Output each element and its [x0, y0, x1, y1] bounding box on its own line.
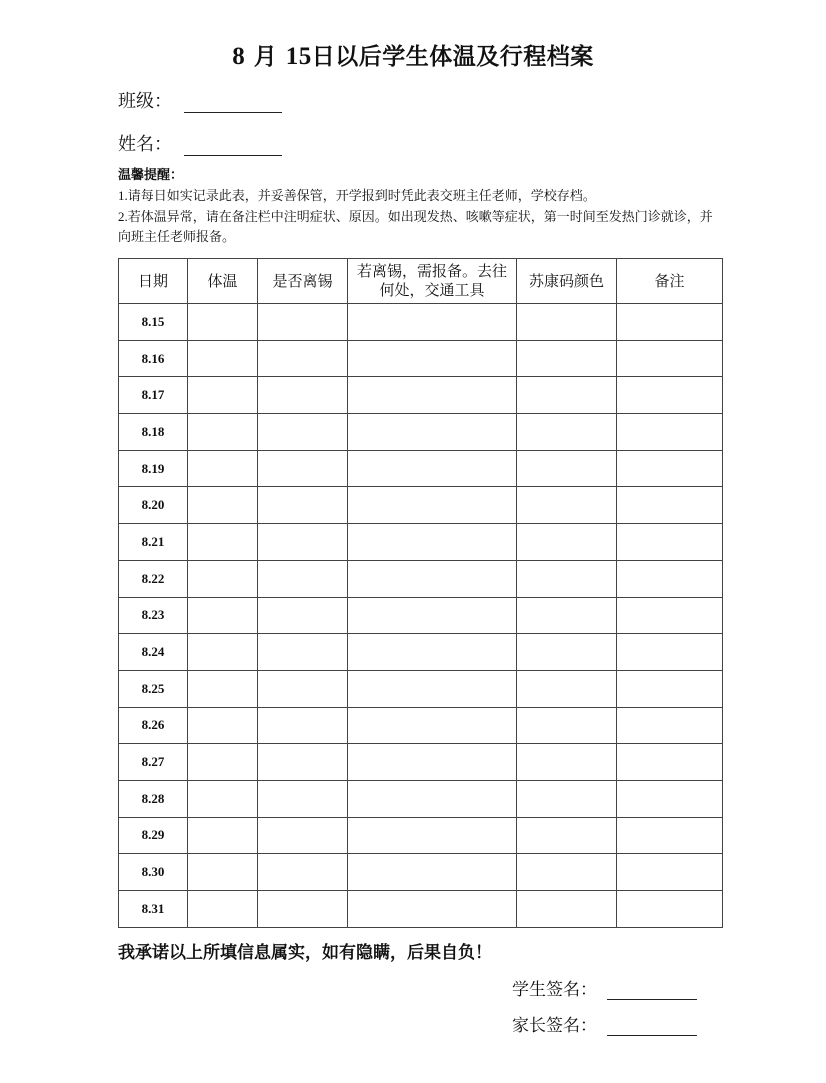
title-month-unit: 月 — [253, 44, 278, 70]
date-cell: 8.18 — [119, 414, 188, 451]
temperature-cell[interactable] — [188, 304, 258, 341]
temperature-cell[interactable] — [188, 854, 258, 891]
date-cell: 8.27 — [119, 744, 188, 781]
destination-transport-cell[interactable] — [348, 597, 517, 634]
left-wuxi-cell[interactable] — [258, 560, 348, 597]
left-wuxi-cell[interactable] — [258, 891, 348, 928]
destination-transport-cell[interactable] — [348, 414, 517, 451]
temperature-cell[interactable] — [188, 634, 258, 671]
remarks-cell[interactable] — [617, 414, 723, 451]
remarks-cell[interactable] — [617, 891, 723, 928]
destination-transport-cell[interactable] — [348, 340, 517, 377]
name-input-line[interactable] — [184, 135, 282, 156]
table-row — [119, 744, 723, 781]
destination-transport-cell[interactable] — [348, 377, 517, 414]
left-wuxi-cell[interactable] — [258, 634, 348, 671]
name-label: 姓名： — [118, 134, 172, 155]
left-wuxi-cell[interactable] — [258, 304, 348, 341]
table-row — [119, 670, 723, 707]
date-cell: 8.25 — [119, 670, 188, 707]
health-code-color-cell[interactable] — [517, 560, 617, 597]
left-wuxi-cell[interactable] — [258, 597, 348, 634]
student-signature-label: 学生签名： — [512, 980, 597, 1000]
table-row — [119, 487, 723, 524]
health-code-color-cell[interactable] — [517, 744, 617, 781]
left-wuxi-cell[interactable] — [258, 780, 348, 817]
destination-transport-cell[interactable] — [348, 817, 517, 854]
table-row — [119, 377, 723, 414]
remarks-cell[interactable] — [617, 304, 723, 341]
remarks-cell[interactable] — [617, 707, 723, 744]
date-cell: 8.30 — [119, 854, 188, 891]
temperature-cell[interactable] — [188, 891, 258, 928]
health-code-color-cell[interactable] — [517, 634, 617, 671]
date-cell: 8.24 — [119, 634, 188, 671]
remarks-cell[interactable] — [617, 450, 723, 487]
reminder-item-1-text: 请每日如实记录此表，并妥善保管，开学报到时凭此表交班主任老师，学校存档。 — [127, 189, 596, 204]
remarks-cell[interactable] — [617, 597, 723, 634]
header-left-wuxi: 是否离锡 — [258, 259, 348, 304]
temperature-cell[interactable] — [188, 414, 258, 451]
table-row — [119, 450, 723, 487]
header-remarks: 备注 — [617, 259, 723, 304]
health-code-color-cell[interactable] — [517, 817, 617, 854]
date-cell: 8.31 — [119, 891, 188, 928]
destination-transport-cell[interactable] — [348, 487, 517, 524]
remarks-cell[interactable] — [617, 634, 723, 671]
temperature-cell[interactable] — [188, 597, 258, 634]
health-code-color-cell[interactable] — [517, 597, 617, 634]
temperature-cell[interactable] — [188, 487, 258, 524]
temperature-cell[interactable] — [188, 450, 258, 487]
header-destination-transport: 若离锡，需报备。去往何处，交通工具 — [348, 259, 517, 304]
remarks-cell[interactable] — [617, 670, 723, 707]
health-code-color-cell[interactable] — [517, 854, 617, 891]
date-cell: 8.21 — [119, 524, 188, 561]
class-label: 班级： — [118, 91, 172, 112]
table-header-row — [119, 259, 723, 304]
class-input-line[interactable] — [184, 92, 282, 113]
date-cell: 8.19 — [119, 450, 188, 487]
table-row — [119, 780, 723, 817]
destination-transport-cell[interactable] — [348, 854, 517, 891]
record-table — [118, 258, 723, 928]
reminder-item-2-number: 2. — [118, 209, 128, 224]
remarks-cell[interactable] — [617, 854, 723, 891]
destination-transport-cell[interactable] — [348, 634, 517, 671]
remarks-cell[interactable] — [617, 817, 723, 854]
left-wuxi-cell[interactable] — [258, 817, 348, 854]
health-code-color-cell[interactable] — [517, 891, 617, 928]
date-cell: 8.22 — [119, 560, 188, 597]
health-code-color-cell[interactable] — [517, 707, 617, 744]
name-field — [118, 130, 282, 156]
destination-transport-cell[interactable] — [348, 891, 517, 928]
title-month-number: 8 — [232, 43, 246, 70]
table-row — [119, 340, 723, 377]
table-row — [119, 891, 723, 928]
temperature-cell[interactable] — [188, 524, 258, 561]
left-wuxi-cell[interactable] — [258, 744, 348, 781]
table-row — [119, 524, 723, 561]
date-cell: 8.28 — [119, 780, 188, 817]
title-day-number: 15 — [285, 43, 312, 70]
parent-signature-label: 家长签名： — [512, 1016, 597, 1036]
left-wuxi-cell[interactable] — [258, 414, 348, 451]
destination-transport-cell[interactable] — [348, 450, 517, 487]
table-row — [119, 707, 723, 744]
health-code-color-cell[interactable] — [517, 340, 617, 377]
reminder-item-2-text: 若体温异常，请在备注栏中注明症状、原因。如出现发热、咳嗽等症状，第一时间至发热门诊就诊，并向班主任老师报备。 — [118, 210, 713, 245]
reminder-item-2 — [118, 207, 718, 248]
date-cell: 8.23 — [119, 597, 188, 634]
table-row — [119, 597, 723, 634]
student-signature-field — [512, 975, 697, 1000]
pledge-statement: 我承诺以上所填信息属实，如有隐瞒，后果自负！ — [118, 943, 492, 963]
destination-transport-cell[interactable] — [348, 670, 517, 707]
date-cell: 8.20 — [119, 487, 188, 524]
temperature-cell[interactable] — [188, 817, 258, 854]
table-row — [119, 634, 723, 671]
temperature-cell[interactable] — [188, 744, 258, 781]
reminder-item-1-number: 1. — [118, 188, 128, 203]
left-wuxi-cell[interactable] — [258, 524, 348, 561]
destination-transport-cell[interactable] — [348, 707, 517, 744]
table-row — [119, 414, 723, 451]
header-health-code-color: 苏康码颜色 — [517, 259, 617, 304]
left-wuxi-cell[interactable] — [258, 487, 348, 524]
remarks-cell[interactable] — [617, 487, 723, 524]
temperature-cell[interactable] — [188, 340, 258, 377]
header-temperature: 体温 — [188, 259, 258, 304]
health-code-color-cell[interactable] — [517, 414, 617, 451]
destination-transport-cell[interactable] — [348, 560, 517, 597]
remarks-cell[interactable] — [617, 744, 723, 781]
left-wuxi-cell[interactable] — [258, 670, 348, 707]
health-code-color-cell[interactable] — [517, 450, 617, 487]
destination-transport-cell[interactable] — [348, 780, 517, 817]
destination-transport-cell[interactable] — [348, 304, 517, 341]
reminder-section — [118, 166, 718, 248]
left-wuxi-cell[interactable] — [258, 450, 348, 487]
parent-signature-line[interactable] — [607, 1015, 697, 1036]
remarks-cell[interactable] — [617, 377, 723, 414]
destination-transport-cell[interactable] — [348, 744, 517, 781]
header-date: 日期 — [119, 259, 188, 304]
left-wuxi-cell[interactable] — [258, 707, 348, 744]
date-cell: 8.15 — [119, 304, 188, 341]
remarks-cell[interactable] — [617, 340, 723, 377]
remarks-cell[interactable] — [617, 524, 723, 561]
title-rest: 日以后学生体温及行程档案 — [311, 44, 594, 70]
health-code-color-cell[interactable] — [517, 487, 617, 524]
health-code-color-cell[interactable] — [517, 377, 617, 414]
table-row — [119, 854, 723, 891]
page-title — [0, 38, 826, 71]
remarks-cell[interactable] — [617, 780, 723, 817]
temperature-cell[interactable] — [188, 780, 258, 817]
temperature-cell[interactable] — [188, 377, 258, 414]
left-wuxi-cell[interactable] — [258, 340, 348, 377]
health-code-color-cell[interactable] — [517, 670, 617, 707]
temperature-cell[interactable] — [188, 670, 258, 707]
table-row — [119, 304, 723, 341]
table-row — [119, 817, 723, 854]
parent-signature-field — [512, 1011, 697, 1036]
reminder-heading: 温馨提醒： — [118, 168, 184, 183]
left-wuxi-cell[interactable] — [258, 854, 348, 891]
health-code-color-cell[interactable] — [517, 524, 617, 561]
left-wuxi-cell[interactable] — [258, 377, 348, 414]
health-code-color-cell[interactable] — [517, 780, 617, 817]
class-field — [118, 87, 282, 113]
date-cell: 8.29 — [119, 817, 188, 854]
temperature-cell[interactable] — [188, 707, 258, 744]
date-cell: 8.17 — [119, 377, 188, 414]
date-cell: 8.26 — [119, 707, 188, 744]
table-row — [119, 560, 723, 597]
temperature-cell[interactable] — [188, 560, 258, 597]
remarks-cell[interactable] — [617, 560, 723, 597]
student-signature-line[interactable] — [607, 979, 697, 1000]
destination-transport-cell[interactable] — [348, 524, 517, 561]
date-cell: 8.16 — [119, 340, 188, 377]
health-code-color-cell[interactable] — [517, 304, 617, 341]
reminder-item-1 — [118, 186, 718, 207]
